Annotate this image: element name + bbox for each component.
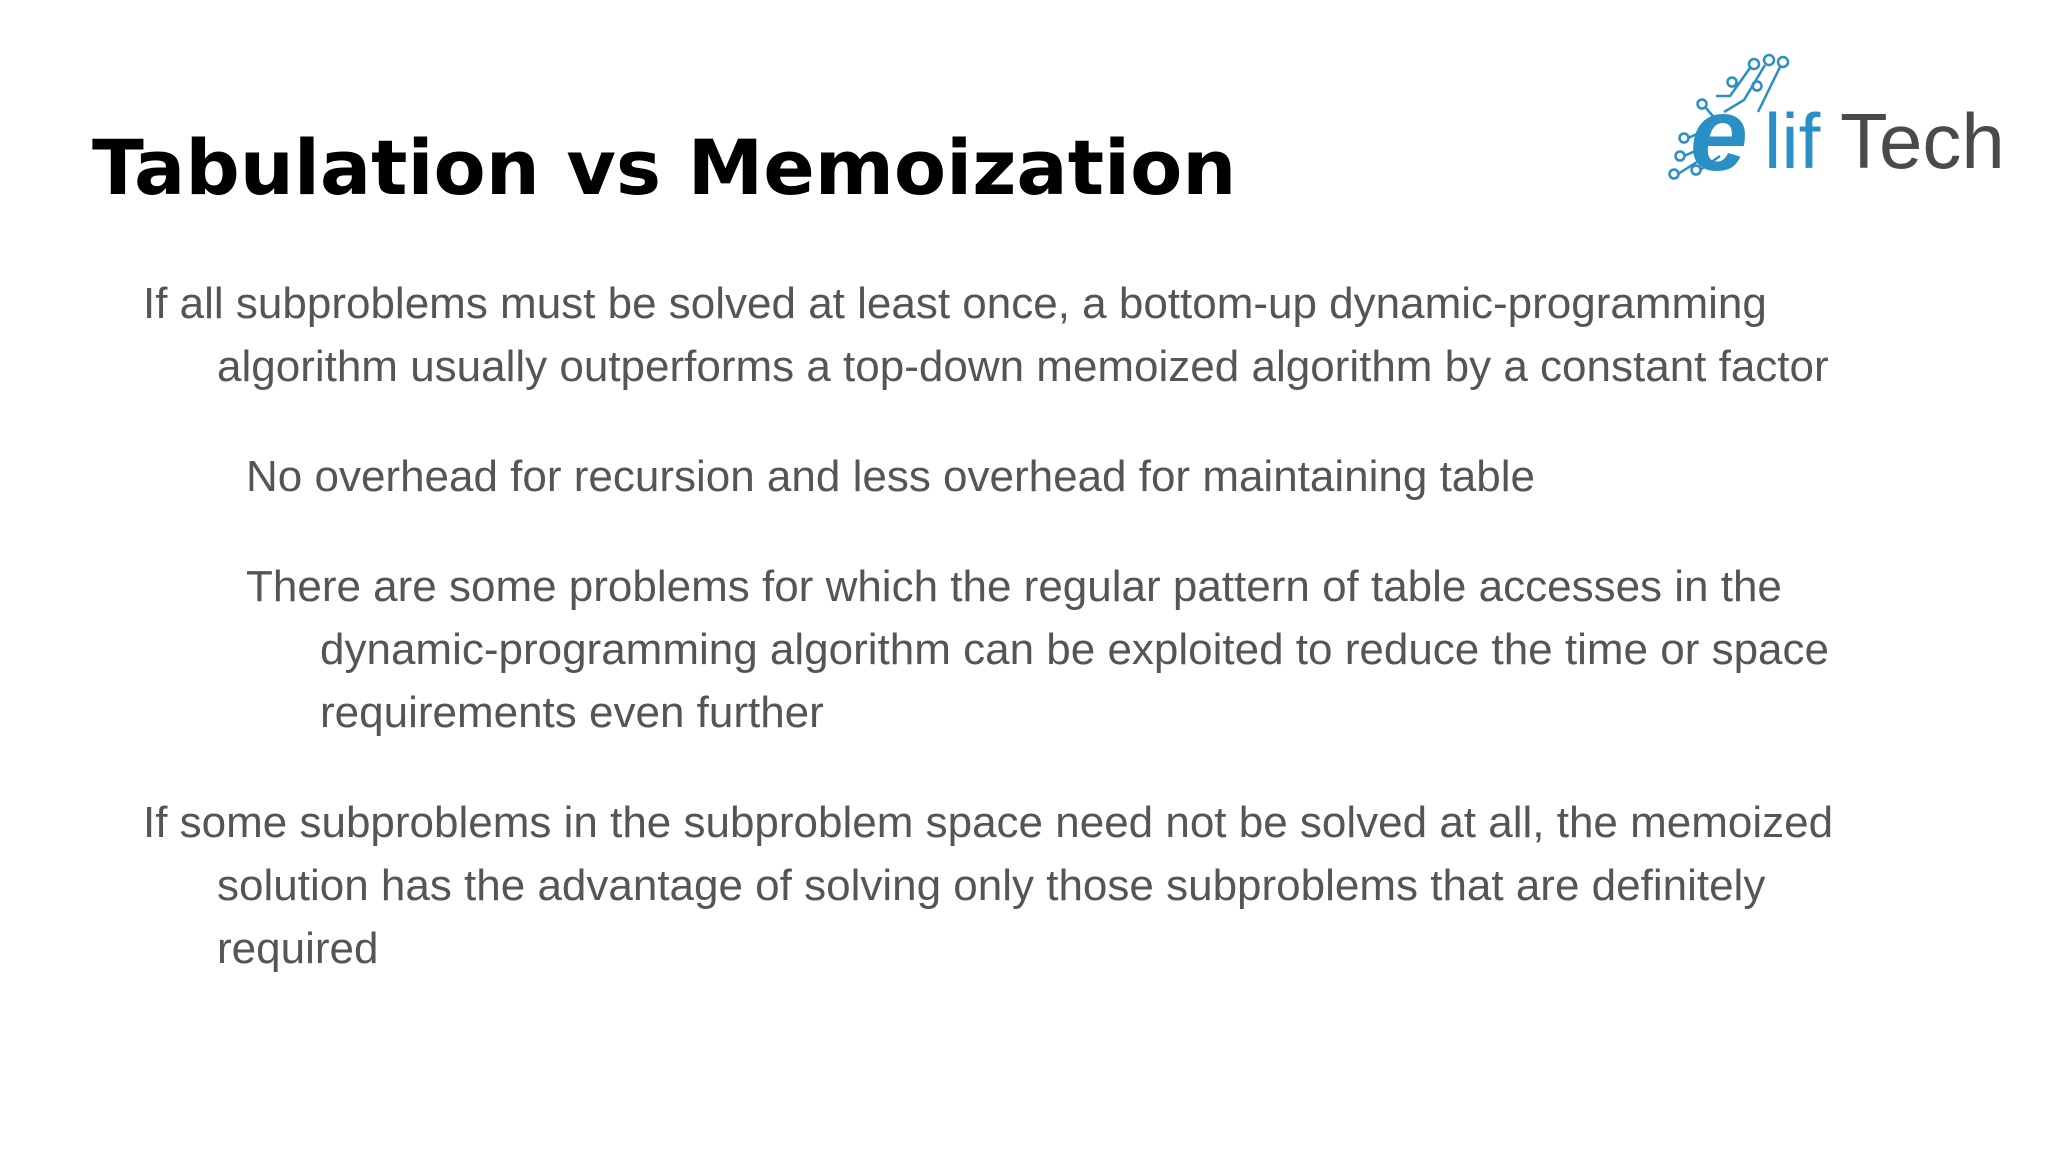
spacer: [0, 398, 2048, 445]
logo-text-tech: Tech: [1840, 97, 2005, 185]
slide-title: Tabulation vs Memoization: [92, 123, 1237, 212]
bullet-text-line: dynamic-programming algorithm can be exploited to reduce the time or space: [320, 625, 1829, 674]
bullet-text-line: solution has the advantage of solving only those subproblems that are definitely: [217, 861, 1766, 910]
spacer: [0, 508, 2048, 555]
bullet-level2: [0, 445, 2048, 508]
bullet-text-line: There are some problems for which the regular pattern of table accesses in the: [246, 562, 1782, 611]
bullet-text-line: requirements even further: [320, 688, 824, 737]
bullet-level1: [0, 791, 2048, 980]
bullet-level2: [0, 555, 2048, 744]
bullet-text-line: If all subproblems must be solved at least once, a bottom-up dynamic-programming: [143, 279, 1767, 328]
eliftech-logo: [1660, 52, 2020, 202]
slide-body: [0, 272, 2048, 980]
eliftech-logo-graphic: [1660, 52, 2020, 202]
bullet-text-line: required: [217, 924, 379, 973]
logo-letter-e: e: [1690, 77, 1748, 193]
bullet-level1: [0, 272, 2048, 398]
logo-text-lif: lif: [1764, 97, 1821, 185]
bullet-text-line: algorithm usually outperforms a top-down memoized algorithm by a constant factor: [217, 342, 1829, 391]
bullet-text-line: No overhead for recursion and less overhead for maintaining table: [246, 452, 1535, 501]
bullet-text-line: If some subproblems in the subproblem space need not be solved at all, the memoized: [143, 798, 1834, 847]
spacer: [0, 744, 2048, 791]
